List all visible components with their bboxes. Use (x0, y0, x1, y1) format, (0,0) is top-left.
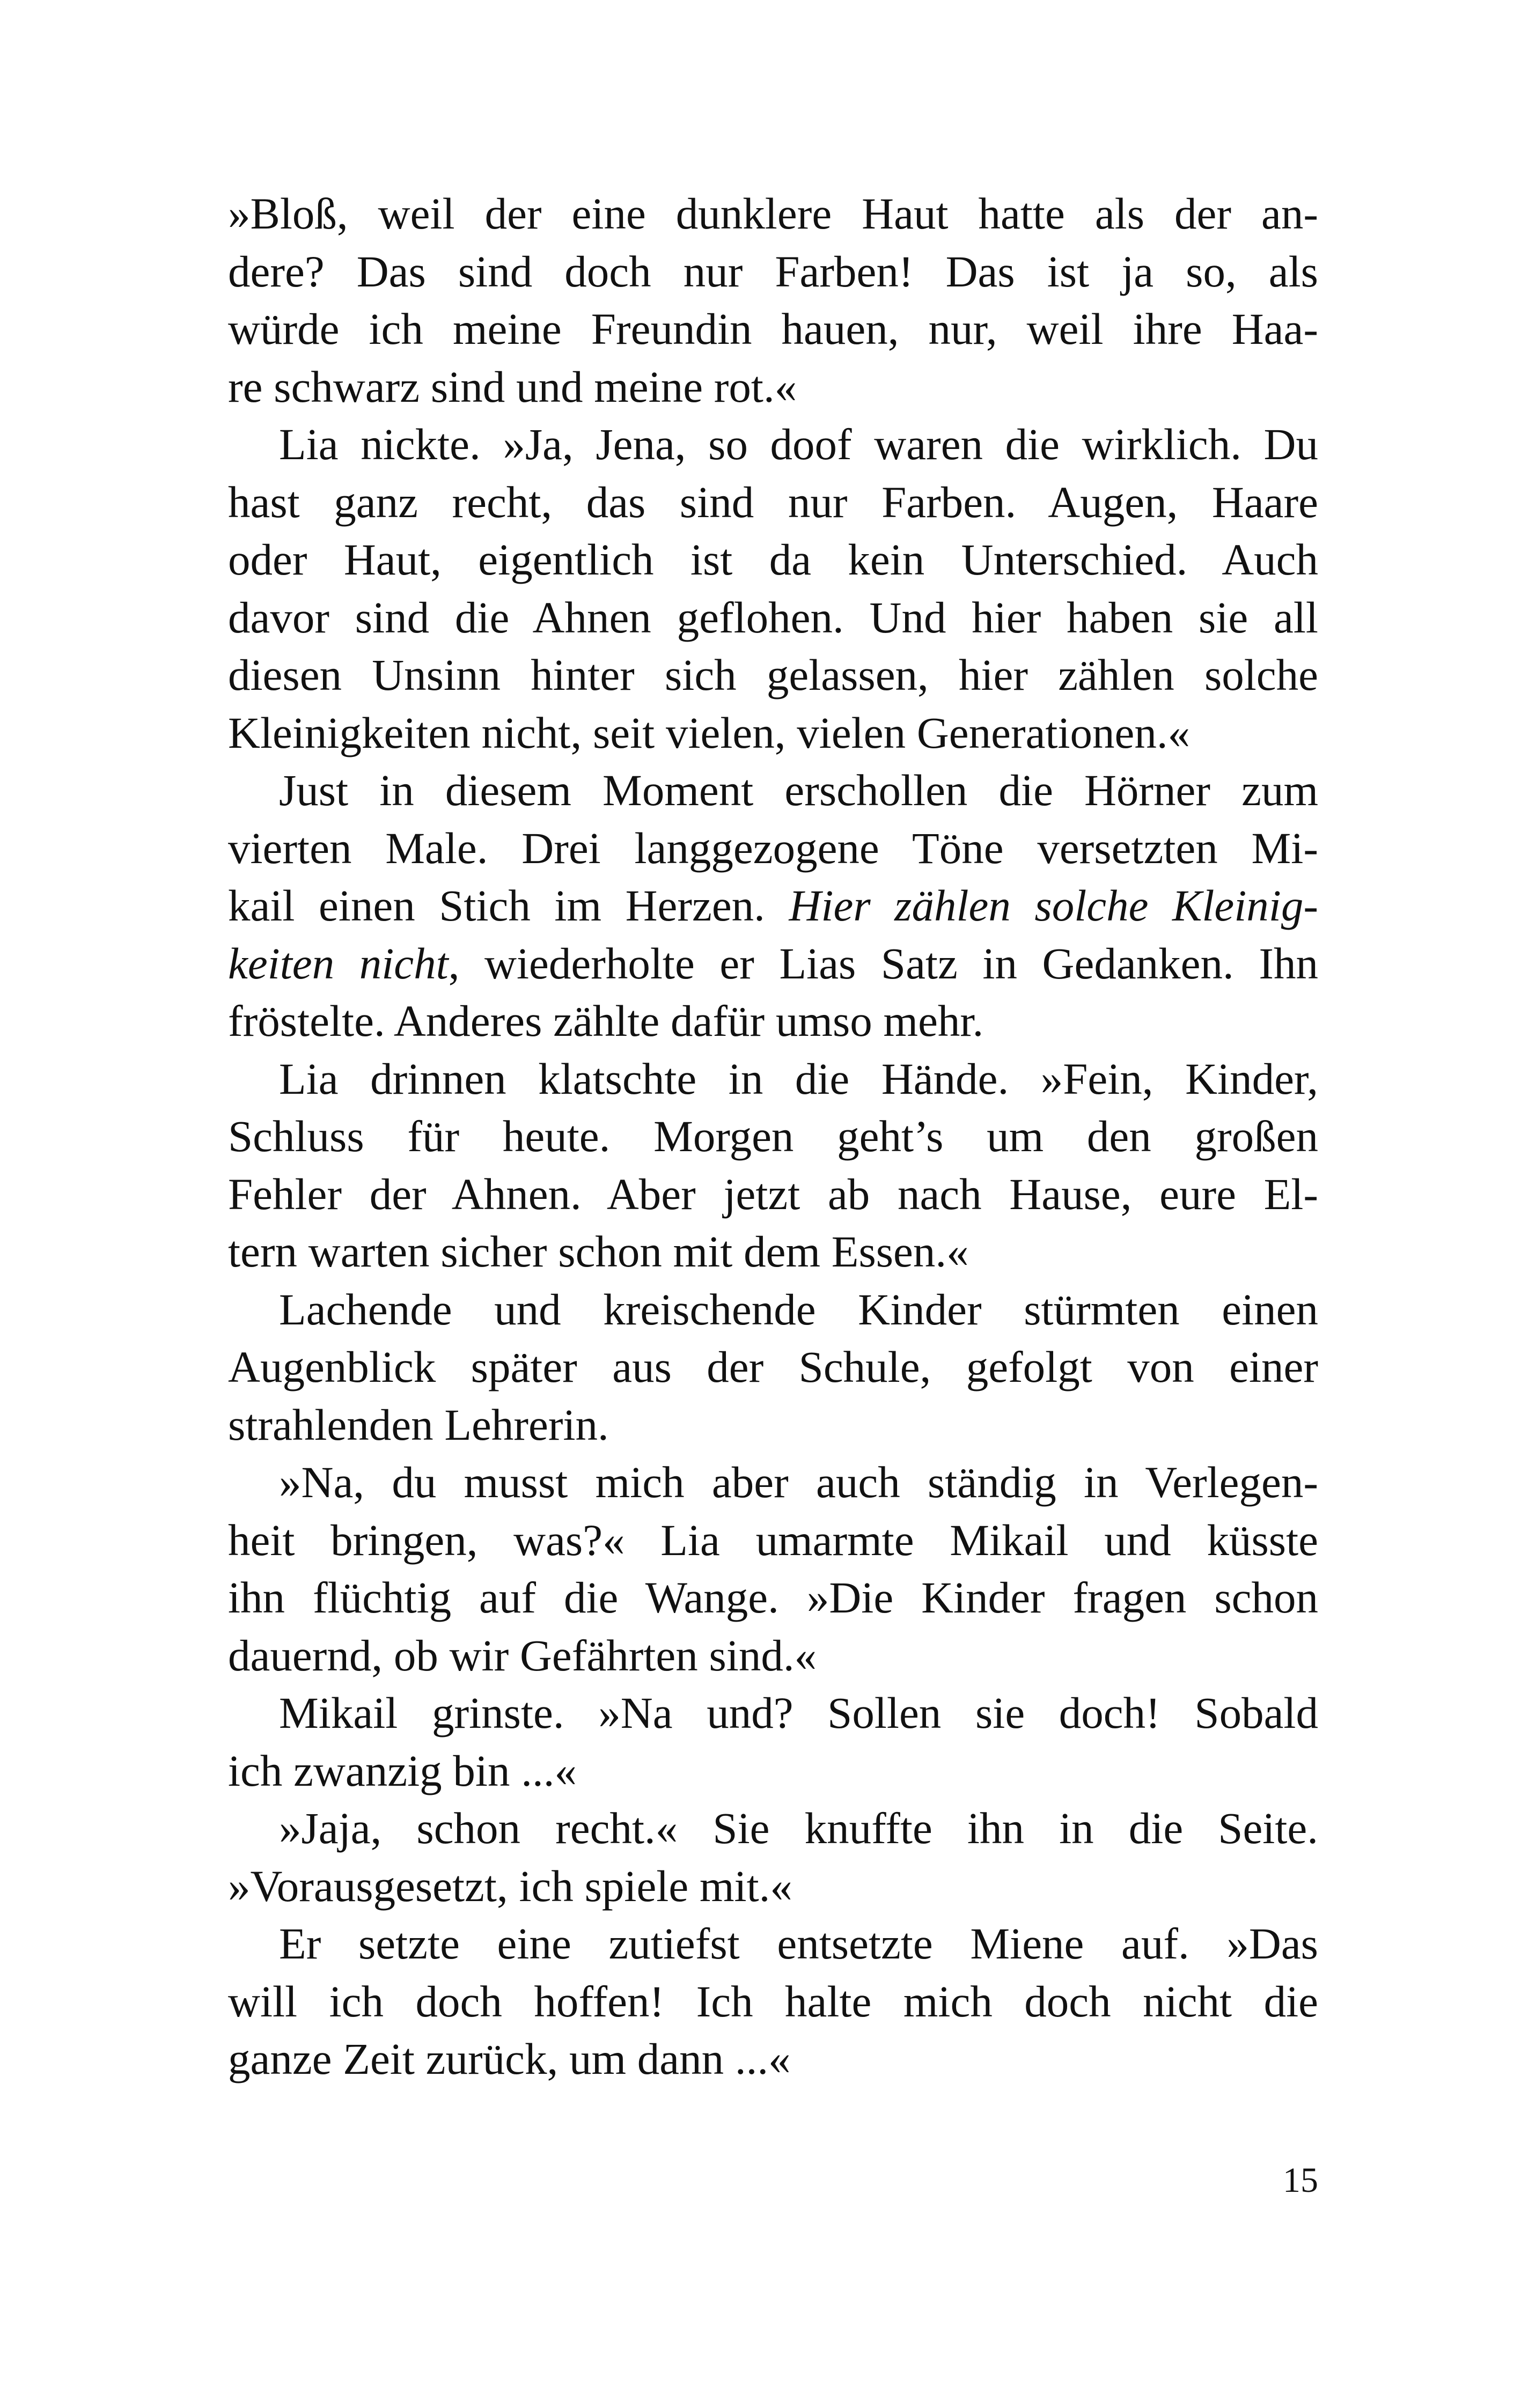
text-line: ganze Zeit zurück, um dann ...« (228, 2034, 791, 2083)
text-line: Mikail grinste. »Na und? Sollen sie doch! Sobald (279, 1688, 1318, 1737)
text-line: tern warten sicher schon mit dem Essen.« (228, 1227, 969, 1276)
text-line: fröstelte. Anderes zählte dafür umso mehr. (228, 996, 984, 1045)
text-line: hast ganz recht, das sind nur Farben. Augen, Haare (228, 477, 1318, 527)
text-line: ihn flüchtig auf die Wange. »Die Kinder fragen schon (228, 1573, 1318, 1622)
text-line: davor sind die Ahnen geflohen. Und hier haben sie all (228, 592, 1318, 642)
text-line: Er setzte eine zutiefst entsetzte Miene auf. »Das (279, 1919, 1318, 1968)
text-line: heit bringen, was?« Lia umarmte Mikail und küsste (228, 1515, 1318, 1565)
text-line: »Jaja, schon recht.« Sie knuffte ihn in die Seite. (279, 1803, 1318, 1853)
text-line: Fehler der Ahnen. Aber jetzt ab nach Hause, eure El- (228, 1169, 1318, 1219)
italic-text-segment: keiten nicht (228, 938, 449, 988)
text-line: dauernd, ob wir Gefährten sind.« (228, 1630, 817, 1680)
text-line (228, 935, 1318, 993)
text-line: Just in diesem Moment erschollen die Hörner zum (279, 765, 1318, 815)
text-line: re schwarz sind und meine rot.« (228, 362, 797, 411)
text-line: »Vorausgesetzt, ich spiele mit.« (228, 1861, 792, 1911)
text-line: »Na, du musst mich aber auch ständig in Verlegen- (279, 1457, 1318, 1507)
text-segment: kail einen Stich im Herzen. (228, 881, 789, 930)
text-line: ich zwanzig bin ...« (228, 1746, 577, 1795)
page-number: 15 (1283, 2161, 1318, 2200)
text-line: »Bloß, weil der eine dunklere Haut hatte als der an- (228, 189, 1318, 238)
text-line: Lachende und kreischende Kinder stürmten einen (279, 1284, 1318, 1334)
text-line: Lia drinnen klatschte in die Hände. »Fein, Kinder, (279, 1054, 1318, 1103)
text-line: dere? Das sind doch nur Farben! Das ist ja so, als (228, 246, 1318, 296)
text-line: oder Haut, eigentlich ist da kein Unterschied. Auch (228, 535, 1318, 584)
text-line: Kleinigkeiten nicht, seit vielen, vielen Generationen.« (228, 708, 1191, 757)
text-line: Lia nickte. »Ja, Jena, so doof waren die wirklich. Du (279, 419, 1318, 469)
text-line: Schluss für heute. Morgen geht’s um den großen (228, 1111, 1318, 1161)
text-line: Augenblick später aus der Schule, gefolgt von einer (228, 1342, 1318, 1391)
text-line: strahlenden Lehrerin. (228, 1400, 609, 1449)
text-line: diesen Unsinn hinter sich gelassen, hier zählen solche (228, 650, 1318, 699)
text-line (228, 877, 1318, 935)
italic-text-segment: Hier zählen solche Kleinig- (789, 881, 1318, 930)
text-line: will ich doch hoffen! Ich halte mich doch nicht die (228, 1976, 1318, 2026)
body-text (228, 185, 1318, 2088)
text-segment: , wiederholte er Lias Satz in Gedanken. Ihn (448, 938, 1318, 988)
text-line: vierten Male. Drei langgezogene Töne versetzten Mi- (228, 823, 1318, 873)
text-line: würde ich meine Freundin hauen, nur, weil ihre Haa- (228, 304, 1318, 354)
